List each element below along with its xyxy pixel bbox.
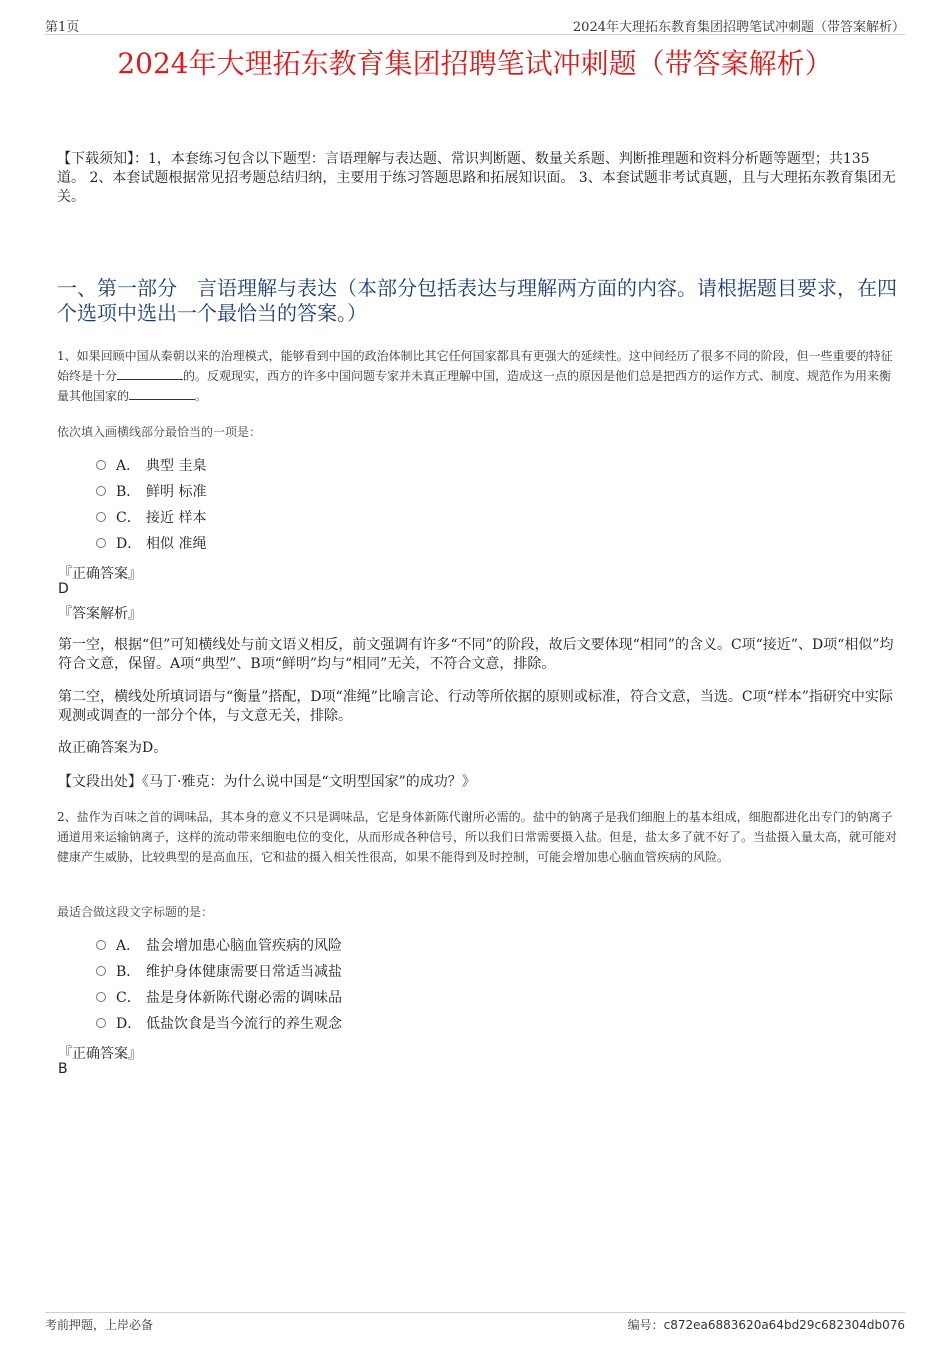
question-2-text: 2、盐作为百味之首的调味品，其本身的意义不只是调味品，它是身体新陈代谢所必需的。盐中的钠离子是我们细胞上的基本组成，细胞都进化出专门的钠离子通道用来运输钠离子，这样的流动带来细胞电位的变化，从而形成各种信号，所以我们日常需要摄入盐。但是，盐太多了就不好了。当盐摄入量太高，就可能对健康产生威胁，比较典型的是高血压，它和盐的摄入相关性很高，如果不能得到及时控制，可能会增加患心脑血管疾病的风险。 — [57, 810, 898, 864]
q2-option-a[interactable]: A． 盐会增加患心脑血管疾病的风险 — [96, 936, 342, 956]
document-title: 2024年大理拓东教育集团招聘笔试冲刺题（带答案解析） — [117, 47, 833, 80]
radio-icon[interactable] — [96, 538, 106, 548]
page-header — [45, 14, 905, 35]
q1-source: 【文段出处】《马丁·雅克：为什么说中国是“文明型国家”的成功？》 — [58, 774, 476, 790]
question-1-prompt: 依次填入画横线部分最恰当的一项是： — [57, 425, 262, 439]
question-1-text: 1、如果回顾中国从秦朝以来的治理模式，能够看到中国的政治体制比其它任何国家都具有更强大的延续性。这中间经历了很多不同的阶段，但一些重要的特征始终是十分 的。反观现实，西方的许多中国问题专家并未真正理解中国，造成这一点的原因是他们总是把西方的运作方式、制度、规范作为用来衡量其他国家的 。 — [57, 349, 893, 403]
q1-analysis-2: 第二空，横线处所填词语与“衡量”搭配，D项“准绳”比喻言论、行动等所依据的原则或标准，符合文意，当选。C项“样本”指研究中实际观测或调查的一部分个体，与文意无关，排除。 — [58, 689, 893, 724]
fill-blank-1 — [117, 367, 183, 380]
q1-option-a[interactable]: A． 典型 圭臬 — [96, 456, 206, 476]
q2-option-d[interactable]: D． 低盐饮食是当今流行的养生观念 — [96, 1014, 342, 1034]
q1-analysis-3: 故正确答案为D。 — [58, 740, 168, 756]
radio-icon[interactable] — [96, 966, 106, 976]
footer-code: 编号：c872ea6883620a64bd29c682304db076 — [627, 1318, 905, 1332]
radio-icon[interactable] — [96, 940, 106, 950]
section-heading: 一、第一部分 言语理解与表达（本部分包括表达与理解两方面的内容。请根据题目要求，在四个选项中选出一个最恰当的答案。） — [57, 276, 897, 325]
q1-option-b[interactable]: B． 鲜明 标准 — [96, 482, 206, 502]
q2-answer-label: 『正确答案』 — [58, 1046, 142, 1062]
question-2-prompt: 最适合做这段文字标题的是： — [57, 905, 214, 919]
footer-slogan: 考前押题，上岸必备 — [45, 1318, 154, 1332]
radio-icon[interactable] — [96, 992, 106, 1002]
page-number: 第1页 — [45, 20, 80, 35]
radio-icon[interactable] — [96, 1018, 106, 1028]
q1-option-c[interactable]: C． 接近 样本 — [96, 508, 206, 528]
radio-icon[interactable] — [96, 486, 106, 496]
header-doc-title: 2024年大理拓东教育集团招聘笔试冲刺题（带答案解析） — [572, 20, 905, 35]
radio-icon[interactable] — [96, 512, 106, 522]
q2-answer: B — [58, 1061, 68, 1077]
radio-icon[interactable] — [96, 460, 106, 470]
download-notice: 【下载须知】：1，本套练习包含以下题型：言语理解与表达题、常识判断题、数量关系题、判断推理题和资料分析题等题型；共135道。 2、本套试题根据常见招考题总结归纳，主要用于练习答题思路和拓展知识面。 3、本套试题非考试真题，且与大理拓东教育集团无关。 — [57, 151, 896, 205]
q1-answer-label: 『正确答案』 — [58, 566, 142, 582]
q1-analysis-label: 『答案解析』 — [58, 606, 142, 622]
q1-option-d[interactable]: D． 相似 准绳 — [96, 534, 206, 554]
q1-answer: D — [58, 581, 69, 597]
page-footer — [45, 1312, 905, 1335]
q2-option-c[interactable]: C． 盐是身体新陈代谢必需的调味品 — [96, 988, 342, 1008]
fill-blank-2 — [129, 387, 195, 400]
q1-analysis-1: 第一空，根据“但”可知横线处与前文语义相反，前文强调有许多“不同”的阶段，故后文要体现“相同”的含义。C项“接近”、D项“相似”均符合文意，保留。A项“典型”、B项“鲜明”均与“相同”无关，不符合文意，排除。 — [58, 637, 894, 672]
q2-option-b[interactable]: B． 维护身体健康需要日常适当减盐 — [96, 962, 342, 982]
